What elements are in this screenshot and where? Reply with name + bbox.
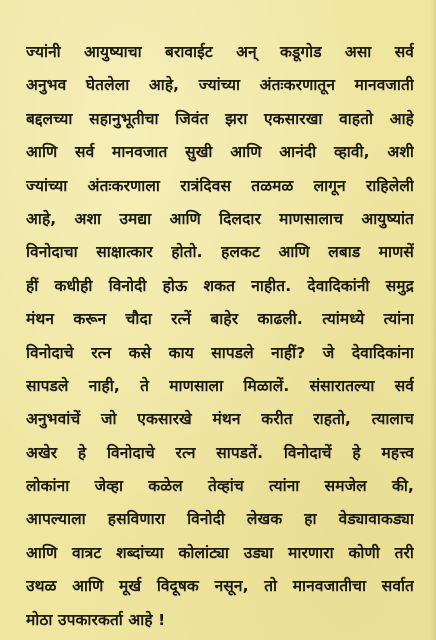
text-line: विनोदाचे रत्न कसे काय सापडले नाहीं? जे देवादिकांना <box>26 343 414 362</box>
paragraph <box>26 36 414 637</box>
text-line: आपल्याला हसविणारा विनोदी लेखक हा वेड्यावाकड्या <box>26 510 414 529</box>
text-line: सापडले नाही, ते माणसाला मिळालें. संसारातल्या सर्व <box>26 376 414 395</box>
text-line: आणि वात्रट शब्दांच्या कोलांट्या उड्या मारणारा कोणी तरी <box>26 543 414 562</box>
text-line: हीं कधीही विनोदी होऊ शकत नाहीत. देवादिकांनी समुद्र <box>26 276 414 295</box>
text-line: उथळ आणि मूर्ख विदूषक नसून, तो मानवजातीचा सर्वात <box>26 577 414 596</box>
text-line: ज्यांच्या अंतःकरणाला रात्रंदिवस तळमळ लागून राहिलेली <box>26 176 414 195</box>
text-line: आणि सर्व मानवजात सुखी आणि आनंदी व्हावी, अशी <box>26 143 414 162</box>
text-line: विनोदाचा साक्षात्कार होतो. हलकट आणि लबाड माणसें <box>26 243 414 262</box>
text-line: लोकांना जेव्हा कळेल तेव्हांच त्यांना समजेल की, <box>26 477 414 496</box>
page-edge-shadow <box>430 0 436 640</box>
text-line: अनुभव घेतलेला आहे, ज्यांच्या अंतःकरणातून मानवजाती <box>26 76 414 95</box>
text-line: अखेर हे विनोदाचे रत्न सापडतें. विनोदाचें हे महत्त्व <box>26 443 414 462</box>
text-line: मंथन करून चौदा रत्नें बाहेर काढली. त्यांमध्ये त्यांना <box>26 310 414 329</box>
text-line: अनुभवांचें जो एकसारखे मंथन करीत राहतो, त्यालाच <box>26 410 414 429</box>
text-line-last: मोठा उपकारकर्ता आहे ! <box>26 610 166 629</box>
text-line: आहे, अशा उमद्या आणि दिलदार माणसालाच आयुष्यांत <box>26 209 414 228</box>
text-line: ज्यांनी आयुष्याचा बरावाईट अन् कडूगोड असा सर्व <box>26 43 414 61</box>
text-line: बद्दलच्या सहानुभूतीचा जिवंत झरा एकसारखा वाहतो आहे <box>26 109 414 128</box>
